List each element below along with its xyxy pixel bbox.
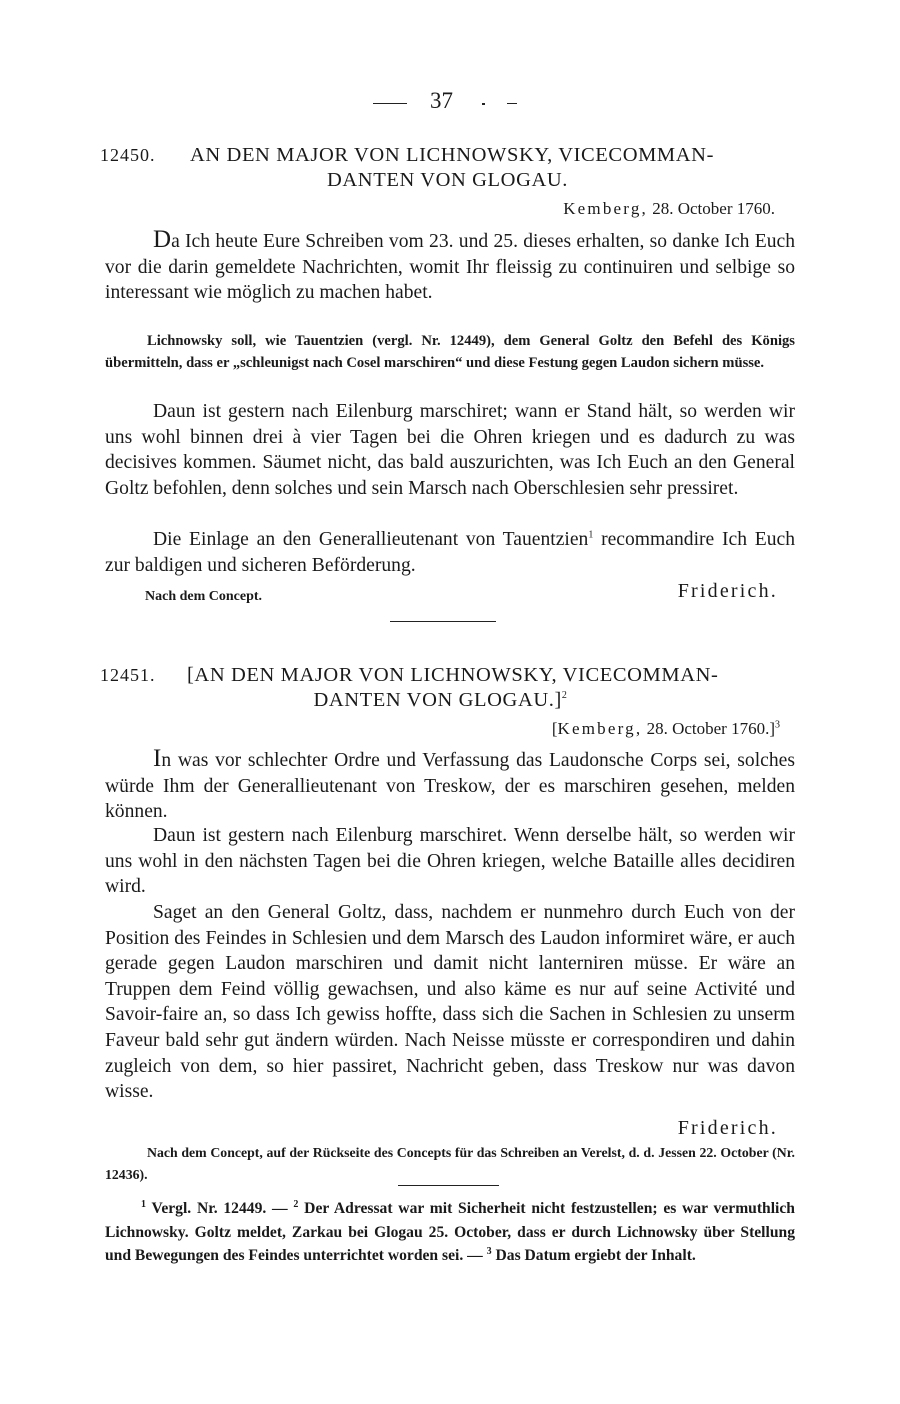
letter-2-paragraph-2: Daun ist gestern nach Eilenburg marschiret. Wenn derselbe hält, so werden wir uns wohl in den nächsten Tagen bei die Ohren kriegen, welche Bataille alles decidiren wird. (105, 825, 795, 898)
footnote-1-text: Vergl. Nr. 12449. — (146, 1200, 294, 1217)
footnote-3-text: Das Datum ergiebt der Inhalt. (491, 1247, 696, 1264)
letter-1-editorial-note: Lichnowsky soll, wie Tauentzien (vergl. Nr. 12449), dem General Goltz den Befehl des Königs übermitteln, dass er „schleunigst nach Cosel marschiren“ und diese Festung gegen Laudon sichern müsse. (105, 333, 795, 371)
letter-2-title-line-2 (88, 688, 793, 713)
letter-1-signature: Friderich. (677, 580, 778, 602)
letter-1-number: 12450. (100, 145, 156, 165)
page-header (95, 88, 800, 120)
letter-1-title-line-2: DANTEN VON GLOGAU. (326, 169, 569, 191)
separator-rule (390, 621, 496, 622)
letter-1-initial: D (153, 226, 172, 253)
letter-2-signature: Friderich. (677, 1117, 778, 1139)
letter-1-title-line-1: AN DEN MAJOR VON LICHNOWSKY, VICECOMMAN- (190, 144, 714, 166)
footnote-1-mark: 1 (141, 1198, 146, 1210)
page-number: 37 (430, 88, 453, 113)
footnotes (105, 1197, 795, 1268)
letter-2-paragraph-1 (105, 746, 795, 825)
letter-2-date: 28. October 1760.] (646, 719, 775, 738)
footnote-2-mark: 2 (293, 1198, 299, 1210)
header-dot (482, 103, 485, 105)
letter-2-dateline (552, 719, 780, 739)
letter-1-paragraph-3-b: recommandire Ich Euch zur baldigen und sicheren Beförderung. (105, 529, 795, 576)
letter-1-source: Nach dem Concept. (145, 589, 263, 604)
footnote-rule (398, 1185, 499, 1186)
footnote-ref-1: 1 (588, 529, 594, 541)
footnote-3-mark: 3 (486, 1245, 492, 1257)
letter-2-title-line-2-text: DANTEN VON GLOGAU.] (313, 689, 562, 711)
letter-1-paragraph-3 (105, 527, 795, 578)
letter-2-date-open: [ (551, 719, 558, 738)
header-dash-right (507, 103, 517, 104)
letter-2-paragraph-3: Saget an den General Goltz, dass, nachdem er nunmehro durch Euch von der Position des Feindes in Schlesien und dem Marsch des Laudon informiret wäre, er auch gerade gegen Laudon marschiren und damit nicht lanterniren müsse. Er wäre an Truppen dem Feind völlig gewachsen, und also käme es nur auf seine Activité und Savoir-faire an, so dass Ich gewiss hoffte, dass sich die Sachen in Schlesien zu unserm Faveur bald sehr gut ändern würden. Nach Neisse müsste er correspondiren und dahin zugleich von dem, so hier passiret, Nachricht geben, dass Treskow nur was davon wisse. (105, 902, 795, 1103)
letter-1-paragraph-1-text: a Ich heute Eure Schreiben vom 23. und 25. dieses erhalten, so danke Ich Euch vor die darin gemeldete Nachrichten, womit Ihr fleissig zu continuiren und selbige so interessant wie möglich zu machen habet. (105, 231, 795, 304)
letter-1-paragraph-3-a: Die Einlage an den Generallieutenant von Tauentzien (153, 529, 589, 550)
letter-2-title-line-1: [AN DEN MAJOR VON LICHNOWSKY, VICECOMMAN- (187, 664, 719, 686)
header-dash-left (373, 103, 407, 104)
letter-2-paragraph-1-text: n was vor schlechter Ordre und Verfassung das Laudonsche Corps sei, solches würde Ihm der Generallieutenant von Treskow, der es marschiren gesehen, melden können. (105, 750, 795, 823)
footnote-2-text: Der Adressat war mit Sicherheit nicht festzustellen; es war vermuthlich Lichnowsky. Goltz meldet, Zarkau bei Glogau 25. October, dass er durch Lichnowsky über Stellung und Bewegungen des Feindes unterrichtet worden sei. — (105, 1200, 795, 1264)
letter-1-date-place: Kemberg, (563, 199, 648, 218)
letter-1-paragraph-1 (105, 227, 795, 306)
letter-2-date-place: Kemberg, (557, 719, 643, 738)
letter-1-dateline (563, 199, 775, 219)
letter-1-paragraph-2: Daun ist gestern nach Eilenburg marschiret; wann er Stand hält, so werden wir uns wohl binnen drei à vier Tagen bei die Ohren kriegen und es dadurch zu was decisives kommen. Säumet nicht, das bald auszurichten, was Ich Euch an den General Goltz befohlen, denn solches und sein Marsch nach Oberschlesien sehr pressiret. (105, 401, 795, 499)
footnote-ref-2: 2 (561, 690, 568, 702)
letter-2-number: 12451. (100, 665, 156, 685)
letter-2-initial: I (153, 745, 162, 772)
letter-1-date: 28. October 1760. (652, 199, 775, 218)
footnote-ref-3: 3 (775, 719, 780, 731)
letter-2-source-note: Nach dem Concept, auf der Rückseite des Concepts für das Schreiben an Verelst, d. d. Jessen 22. October (Nr. 12436). (105, 1145, 795, 1182)
